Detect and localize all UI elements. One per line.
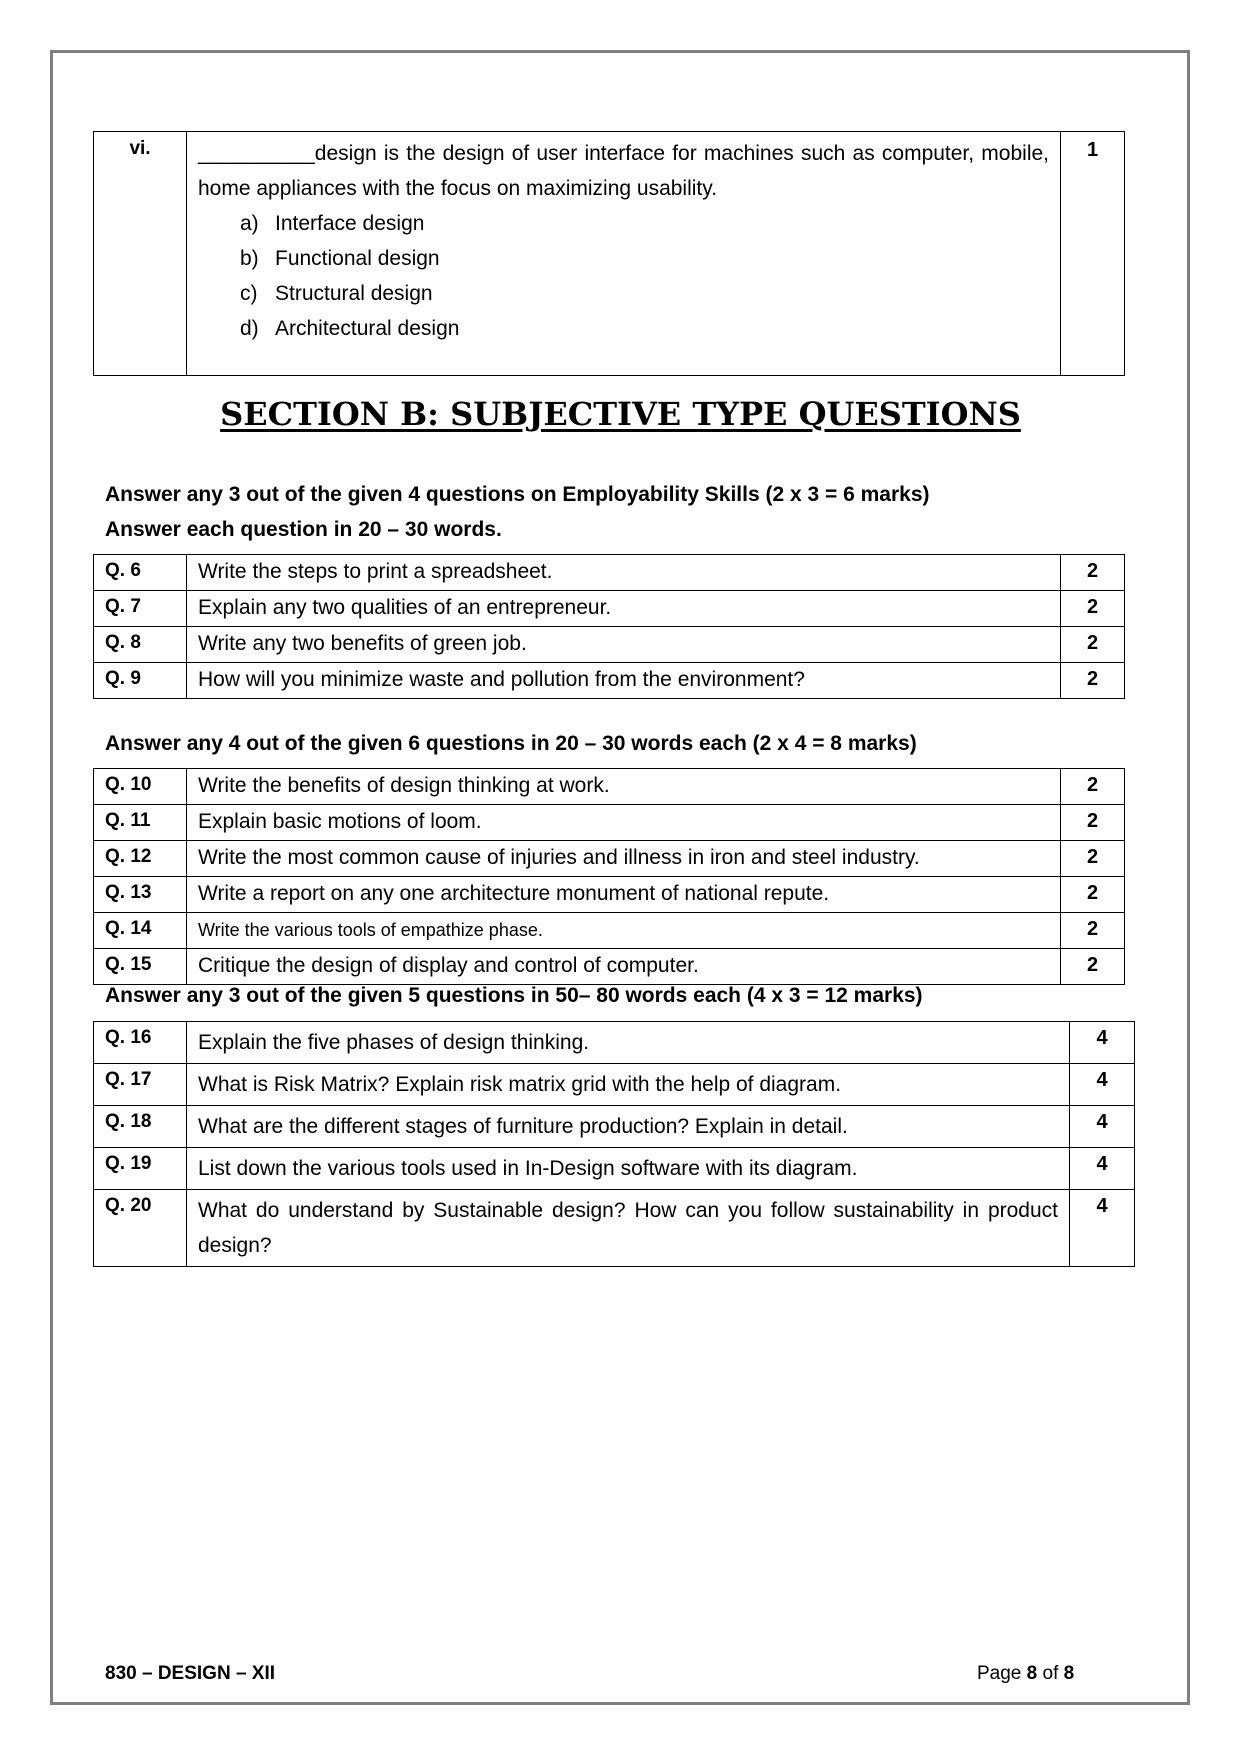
group2-instruction: Answer any 4 out of the given 6 questions in 20 – 30 words each (2 x 4 = 8 marks) <box>105 732 917 755</box>
question-marks: 2 <box>1061 913 1125 949</box>
question-marks: 2 <box>1061 877 1125 913</box>
table-row <box>94 841 1125 877</box>
table-row <box>94 949 1125 985</box>
group3-instruction: Answer any 3 out of the given 5 questions in 50– 80 words each (4 x 3 = 12 marks) <box>105 984 923 1007</box>
question-number: Q. 6 <box>94 555 187 591</box>
question-number: Q. 10 <box>94 769 187 805</box>
mcq-question-table <box>93 131 1125 376</box>
table-row <box>94 1064 1135 1106</box>
question-number: Q. 8 <box>94 627 187 663</box>
question-number: Q. 9 <box>94 663 187 699</box>
footer-page-number: Page 8 of 8 <box>977 1663 1075 1684</box>
question-text: Critique the design of display and control of computer. <box>187 949 1061 985</box>
question-marks: 4 <box>1070 1064 1135 1106</box>
option-d: d) Architectural design <box>240 317 460 340</box>
table-row <box>94 1022 1135 1064</box>
question-text: List down the various tools used in In-Design software with its diagram. <box>187 1148 1070 1190</box>
table-row <box>94 877 1125 913</box>
table-row <box>94 1106 1135 1148</box>
question-text: Write the various tools of empathize phase. <box>187 913 1061 949</box>
question-marks: 4 <box>1070 1022 1135 1064</box>
long-questions-table <box>93 1021 1135 1267</box>
question-text: Write a report on any one architecture monument of national repute. <box>187 877 1061 913</box>
question-text: Explain any two qualities of an entrepreneur. <box>187 591 1061 627</box>
question-marks: 2 <box>1061 949 1125 985</box>
question-text: Explain basic motions of loom. <box>187 805 1061 841</box>
question-marks: 2 <box>1061 841 1125 877</box>
table-row <box>94 1148 1135 1190</box>
option-a: a) Interface design <box>240 212 425 235</box>
question-number: Q. 11 <box>94 805 187 841</box>
question-number: Q. 12 <box>94 841 187 877</box>
question-number: Q. 7 <box>94 591 187 627</box>
question-number: Q. 20 <box>94 1190 187 1267</box>
question-marks: 2 <box>1061 769 1125 805</box>
question-text: Write the steps to print a spreadsheet. <box>187 555 1061 591</box>
question-text: What do understand by Sustainable design? How can you follow sustainability in product design? <box>187 1190 1070 1267</box>
table-row <box>94 591 1125 627</box>
question-number: Q. 14 <box>94 913 187 949</box>
question-text: What are the different stages of furniture production? Explain in detail. <box>187 1106 1070 1148</box>
question-marks: 2 <box>1061 627 1125 663</box>
table-row <box>94 627 1125 663</box>
question-text: What is Risk Matrix? Explain risk matrix grid with the help of diagram. <box>187 1064 1070 1106</box>
option-c: c) Structural design <box>240 282 433 305</box>
table-row <box>94 663 1125 699</box>
table-row <box>94 1190 1135 1267</box>
question-marks: 2 <box>1061 805 1125 841</box>
question-marks: 4 <box>1070 1106 1135 1148</box>
section-title: SECTION B: SUBJECTIVE TYPE QUESTIONS <box>220 395 1021 433</box>
question-text: __________design is the design of user interface for machines such as computer, mobile, home appliances with the focus on maximizing usability. <box>198 142 1049 200</box>
table-row <box>94 555 1125 591</box>
question-number: Q. 18 <box>94 1106 187 1148</box>
question-number: Q. 17 <box>94 1064 187 1106</box>
question-text: Explain the five phases of design thinking. <box>187 1022 1070 1064</box>
question-marks: 2 <box>1061 663 1125 699</box>
question-marks: 2 <box>1061 555 1125 591</box>
group1-word-limit: Answer each question in 20 – 30 words. <box>105 518 502 541</box>
question-marks: 2 <box>1061 591 1125 627</box>
table-row <box>94 913 1125 949</box>
table-row <box>94 769 1125 805</box>
group1-instruction: Answer any 3 out of the given 4 questions on Employability Skills (2 x 3 = 6 marks) <box>105 483 930 506</box>
footer-subject: 830 – DESIGN – XII <box>105 1663 276 1684</box>
question-text: Write the benefits of design thinking at work. <box>187 769 1061 805</box>
table-row <box>94 805 1125 841</box>
question-number: vi. <box>94 132 187 376</box>
question-marks: 1 <box>1061 132 1125 376</box>
question-number: Q. 16 <box>94 1022 187 1064</box>
employability-questions-table <box>93 554 1125 699</box>
question-marks: 4 <box>1070 1148 1135 1190</box>
short-questions-table <box>93 768 1125 985</box>
question-marks: 4 <box>1070 1190 1135 1267</box>
question-text: How will you minimize waste and pollution from the environment? <box>187 663 1061 699</box>
mcq-row <box>94 132 1125 376</box>
question-text-cell <box>187 132 1061 376</box>
option-b: b) Functional design <box>240 247 440 270</box>
question-text: Write the most common cause of injuries and illness in iron and steel industry. <box>187 841 1061 877</box>
question-number: Q. 13 <box>94 877 187 913</box>
question-number: Q. 15 <box>94 949 187 985</box>
options-list <box>198 206 1049 346</box>
question-number: Q. 19 <box>94 1148 187 1190</box>
question-text: Write any two benefits of green job. <box>187 627 1061 663</box>
